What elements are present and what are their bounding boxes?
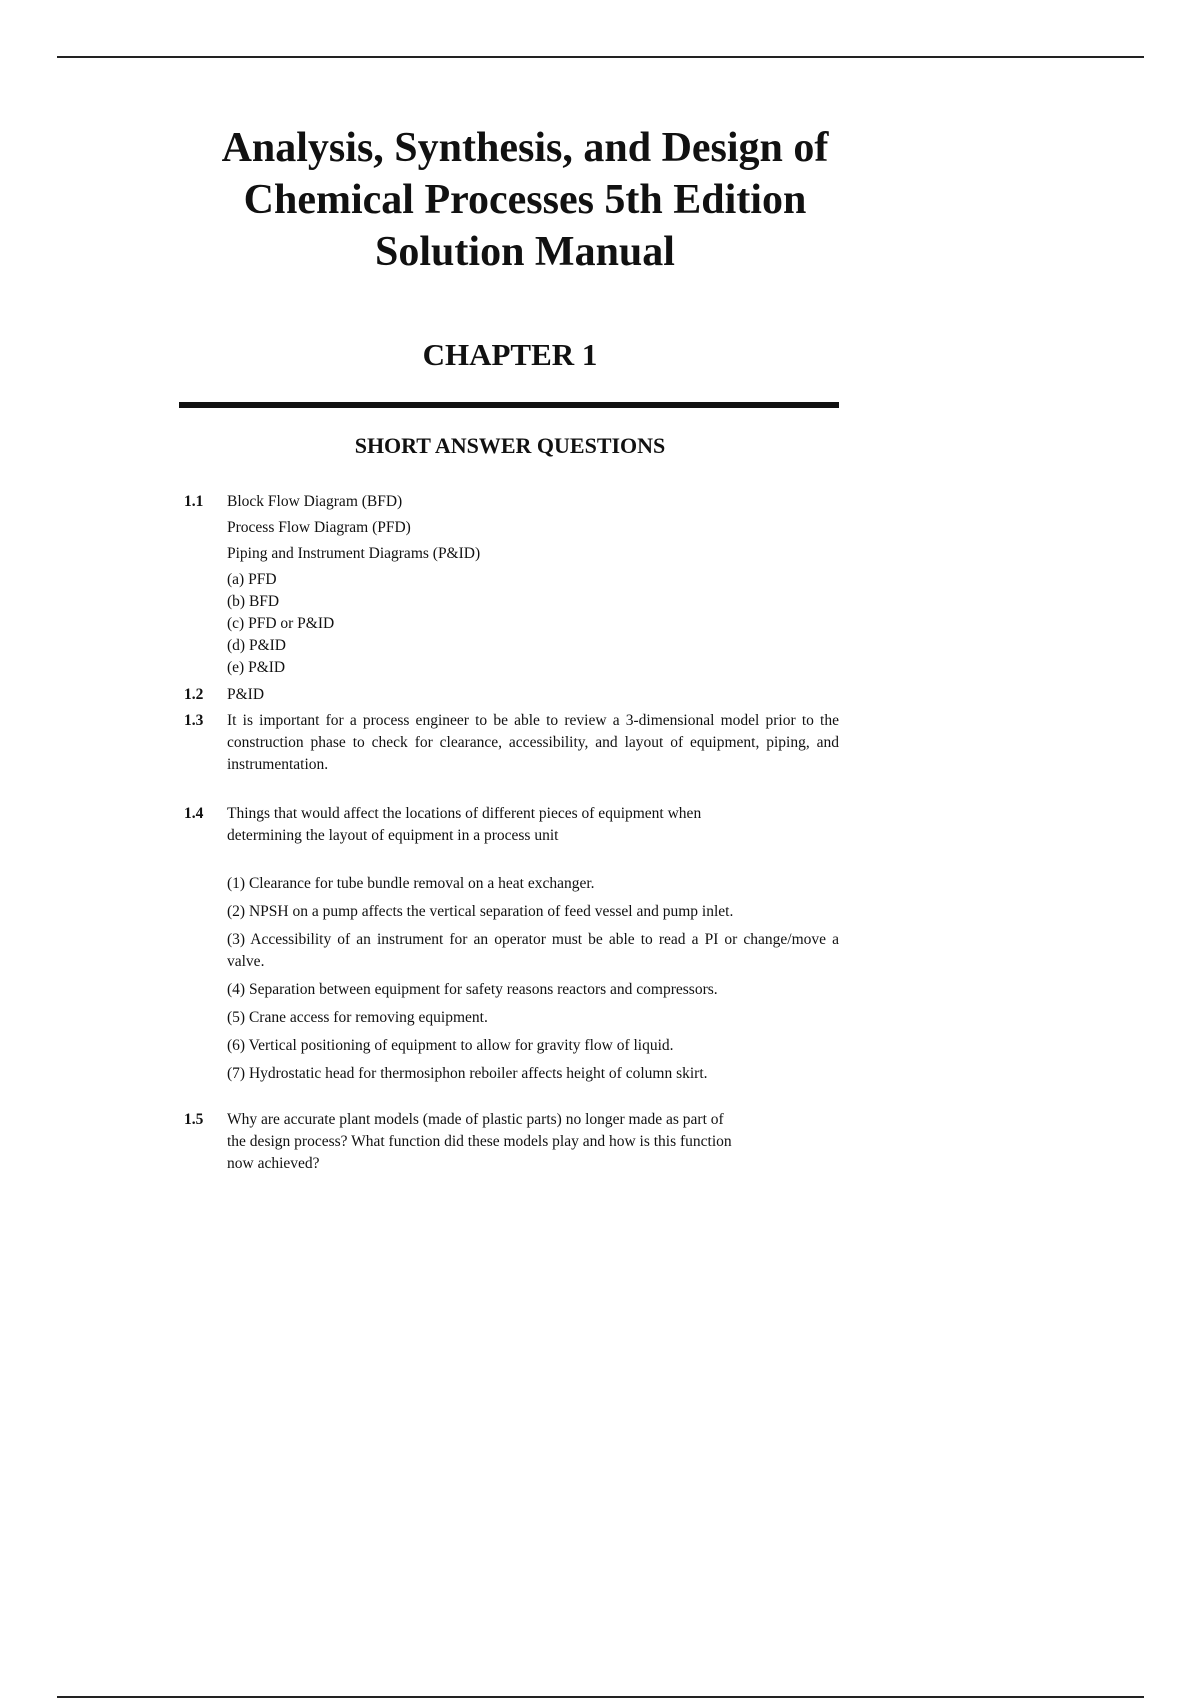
title-line: Analysis, Synthesis, and Design of <box>221 125 829 171</box>
question-number: 1.1 <box>184 493 204 510</box>
question-text-line: Why are accurate plant models (made of plastic parts) no longer made as part of <box>227 1111 724 1128</box>
list-item: (1) Clearance for tube bundle removal on a heat exchanger. <box>227 875 595 892</box>
question-body: It is important for a process engineer to be able to review a 3-dimensional model prior to the construction phase to check for clearance, accessibility, and layout of equipment, piping, and instrumentation. <box>227 712 839 773</box>
question-text-line: the design process? What function did these models play and how is this function <box>227 1133 732 1150</box>
title-line: Solution Manual <box>375 229 675 275</box>
answer-line: (e) P&ID <box>227 659 286 676</box>
title-line: Chemical Processes 5th Edition <box>243 177 807 223</box>
question-intro-line: Things that would affect the locations of different pieces of equipment when <box>227 805 702 822</box>
answer-line: (a) PFD <box>227 571 277 588</box>
answer-line: (c) PFD or P&ID <box>227 615 335 632</box>
answer-line: (d) P&ID <box>227 637 286 654</box>
question-1-1 <box>184 491 839 679</box>
question-1-5 <box>184 1109 839 1175</box>
section-heading: SHORT ANSWER QUESTIONS <box>354 433 666 458</box>
chapter-heading: CHAPTER 1 <box>422 337 598 372</box>
diagram-type-line: Piping and Instrument Diagrams (P&ID) <box>227 545 481 562</box>
question-1-2 <box>184 684 839 706</box>
question-number: 1.5 <box>184 1111 204 1128</box>
question-number: 1.4 <box>184 805 204 822</box>
list-item: (5) Crane access for removing equipment. <box>227 1009 488 1026</box>
question-number: 1.2 <box>184 686 204 703</box>
page-top-rule <box>57 56 1144 58</box>
answer-line: (b) BFD <box>227 593 280 610</box>
list-item: (4) Separation between equipment for safety reasons reactors and compressors. <box>227 981 718 998</box>
diagram-type-line: Block Flow Diagram (BFD) <box>227 493 403 510</box>
page-bottom-rule <box>57 1696 1144 1698</box>
question-body <box>227 1109 839 1175</box>
question-body <box>227 803 839 1085</box>
document-title <box>170 122 880 278</box>
list-item: (7) Hydrostatic head for thermosiphon reboiler affects height of column skirt. <box>227 1065 708 1082</box>
question-1-4 <box>184 803 839 1085</box>
diagram-type-line: Process Flow Diagram (PFD) <box>227 519 411 536</box>
question-intro-line: determining the layout of equipment in a process unit <box>227 827 559 844</box>
question-text-line: now achieved? <box>227 1155 320 1172</box>
question-1-3 <box>184 710 839 776</box>
question-body: P&ID <box>227 686 265 703</box>
question-number: 1.3 <box>184 712 204 729</box>
list-item: (6) Vertical positioning of equipment to allow for gravity flow of liquid. <box>227 1037 674 1054</box>
list-item: (3) Accessibility of an instrument for an operator must be able to read a PI or change/move a valve. <box>227 931 839 970</box>
list-item: (2) NPSH on a pump affects the vertical separation of feed vessel and pump inlet. <box>227 903 734 920</box>
chapter-divider <box>179 402 839 408</box>
question-body <box>227 491 839 679</box>
